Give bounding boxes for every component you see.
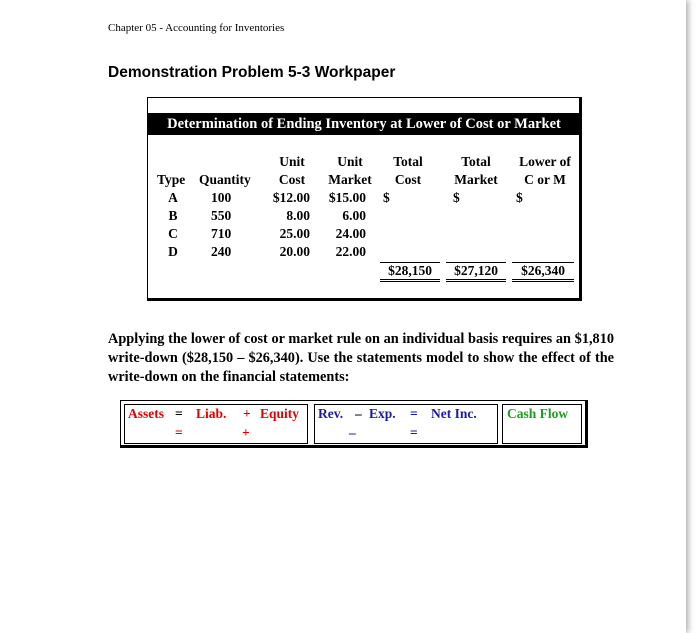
row-quantity: 240: [211, 244, 232, 259]
equals-sign-row2: =: [410, 425, 418, 440]
equals-sign-row2: =: [175, 425, 183, 440]
header-total-cost-1: Total: [393, 154, 423, 169]
header-total-market-1: Total: [461, 154, 491, 169]
plus-sign-row2: +: [242, 425, 250, 440]
row-type: C: [168, 226, 178, 241]
header-unit-market-2: Market: [328, 172, 372, 187]
total-cost-value: $28,150: [380, 262, 440, 282]
minus-sign: –: [355, 406, 362, 421]
revenue-label: Rev.: [318, 406, 344, 421]
net-income-label: Net Inc.: [431, 406, 477, 421]
row-unit-cost: 25.00: [279, 226, 310, 241]
equals-sign: =: [175, 406, 183, 421]
row-quantity: 550: [211, 208, 232, 223]
header-unit-cost-2: Cost: [278, 172, 306, 187]
total-market-value: $27,120: [446, 262, 506, 282]
instruction-paragraph: Applying the lower of cost or market rule on an individual basis requires an $1,810 write-down ($28,150 – $26,340). Use the statements model to show the effect of the write-down on the financial statements:: [108, 331, 614, 385]
row-unit-market: $15.00: [328, 190, 366, 205]
lower-total-value: $26,340: [512, 262, 574, 282]
liabilities-label: Liab.: [196, 406, 227, 421]
row-unit-cost: 8.00: [286, 208, 310, 223]
chapter-header: Chapter 05 - Accounting for Inventories: [108, 22, 285, 34]
total-cost-currency: $: [383, 190, 390, 205]
expense-label: Exp.: [369, 406, 396, 421]
header-type: Type: [157, 172, 186, 187]
equals-sign: =: [410, 406, 418, 421]
row-type: A: [168, 190, 178, 205]
row-type: D: [168, 244, 178, 259]
row-quantity: 710: [211, 226, 232, 241]
lower-currency: $: [516, 190, 523, 205]
row-unit-cost: 20.00: [279, 244, 310, 259]
plus-sign: +: [243, 406, 251, 421]
equity-label: Equity: [260, 406, 300, 421]
row-unit-cost: $12.00: [272, 190, 310, 205]
row-type: B: [168, 208, 178, 223]
row-unit-market: 24.00: [335, 226, 366, 241]
row-unit-market: 6.00: [342, 208, 366, 223]
header-lower-1: Lower of: [519, 154, 571, 169]
header-lower-2: C or M: [524, 172, 566, 187]
row-quantity: 100: [211, 190, 232, 205]
header-unit-market-1: Unit: [337, 154, 363, 169]
header-quantity: Quantity: [199, 172, 251, 187]
assets-label: Assets: [128, 406, 164, 421]
row-unit-market: 22.00: [335, 244, 366, 259]
inventory-table-title: Determination of Ending Inventory at Lower of Cost or Market: [148, 113, 580, 135]
header-total-cost-2: Cost: [394, 172, 422, 187]
header-unit-cost-1: Unit: [279, 154, 305, 169]
page-title: Demonstration Problem 5-3 Workpaper: [108, 64, 396, 81]
header-total-market-2: Market: [454, 172, 498, 187]
total-market-currency: $: [453, 190, 460, 205]
cash-flow-label: Cash Flow: [507, 406, 569, 421]
minus-sign-row2: –: [349, 425, 356, 440]
